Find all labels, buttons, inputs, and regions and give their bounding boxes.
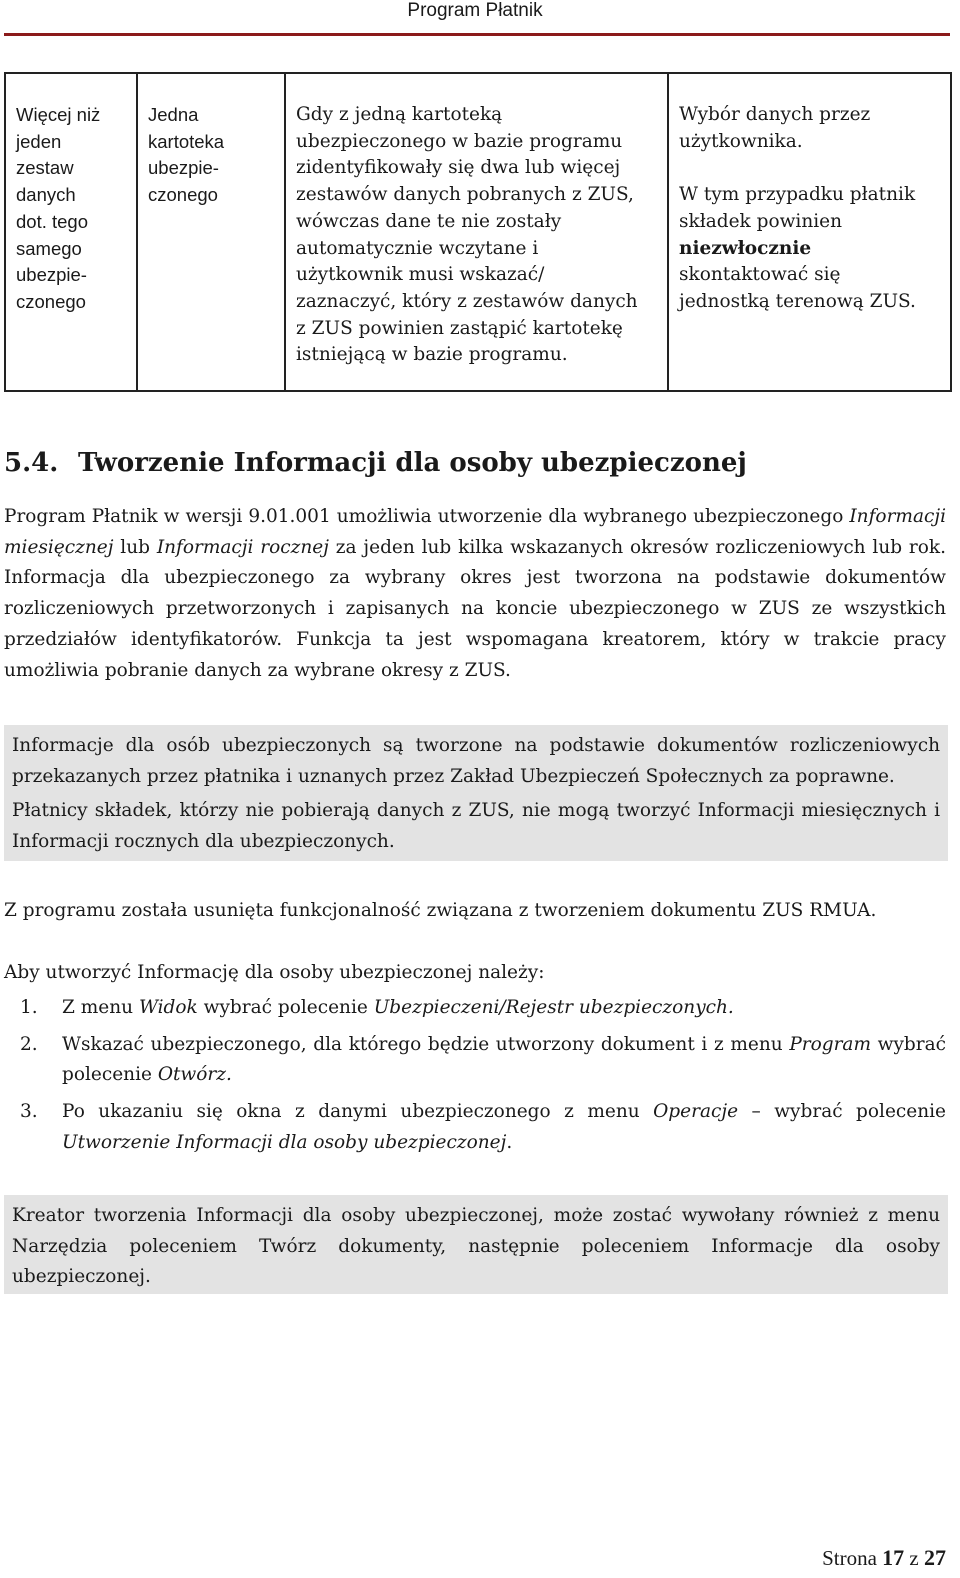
table-cell-description <box>285 73 668 391</box>
table-cell-situation <box>5 73 137 391</box>
cell-line: czonego <box>16 290 86 312</box>
cell-line: istniejącą w bazie programu. <box>296 344 568 366</box>
cell-line: danych <box>16 184 76 206</box>
cell-line: ubezpie- <box>16 264 87 286</box>
text-italic: Ubezpieczeni/Rejestr ubezpieczonych. <box>373 997 734 1018</box>
cell-line: ubezpieczonego w bazie programu <box>296 130 623 152</box>
note-paragraph: Płatnicy składek, którzy nie pobierają danych z ZUS, nie mogą tworzyć Informacji miesięcznych i Informacji rocznych dla ubezpieczonych. <box>12 800 940 853</box>
current-page-number: 17 <box>882 1545 905 1570</box>
note-paragraph: Informacje dla osób ubezpieczonych są tworzone na podstawie dokumentów rozliczeniowych przekazanych przez płatnika i uznanych przez Zakład Ubezpieczeń Społecznych za poprawne. <box>12 735 940 787</box>
intro-paragraph <box>4 502 946 686</box>
text-italic: Informacji miesięcznej <box>4 506 946 558</box>
text-run: wybrać polecenie <box>62 1033 946 1086</box>
table-cell-record <box>137 73 285 391</box>
cell-line: zestaw <box>16 157 74 179</box>
page-footer <box>822 1545 946 1571</box>
text-italic: Otwórz. <box>157 1064 232 1086</box>
table-cell-action <box>668 73 951 391</box>
cell-line: jednostką terenową ZUS. <box>679 290 916 312</box>
cell-line: czonego <box>148 184 218 206</box>
cell-line: użytkownika. <box>679 130 803 152</box>
cell-line: Więcej niż <box>16 104 101 125</box>
page-header-title: Program Płatnik <box>407 0 543 21</box>
cell-line: kartoteka <box>148 130 225 152</box>
cell-line: z ZUS powinien zastąpić kartotekę <box>296 317 623 339</box>
text-run: Z menu <box>62 997 139 1018</box>
text-italic: Widok <box>138 997 198 1018</box>
total-page-count: 27 <box>924 1545 946 1570</box>
cases-table <box>4 72 952 392</box>
step-number: 2. <box>20 1033 38 1055</box>
footer-separator: z <box>909 1546 919 1570</box>
cell-line: dot. tego <box>16 210 89 232</box>
cell-line: wówczas dane te nie zostały <box>296 210 562 232</box>
text-run: Wskazać ubezpieczonego, dla którego będzie utworzony dokument i z menu <box>62 1033 790 1055</box>
text-run: – wybrać polecenie <box>738 1101 946 1123</box>
text-run: Program Płatnik w wersji 9.01.001 umożliwia utworzenie dla wybranego ubezpieczonego <box>4 506 850 527</box>
cell-line: zidentyfikowały się dwa lub więcej <box>296 157 621 179</box>
list-item <box>4 1097 946 1158</box>
section-heading <box>4 446 747 480</box>
text-italic: Utworzenie Informacji dla osoby ubezpieczonej <box>62 1131 507 1153</box>
note-paragraph: Kreator tworzenia Informacji dla osoby ubezpieczonej, może zostać wywołany również z menu Narzędzia poleceniem Twórz dokumenty, następnie poleceniem Informacje dla osoby ubezpieczonej. <box>12 1205 940 1288</box>
list-item <box>4 993 946 1024</box>
cell-line: Gdy z jedną kartoteką <box>296 104 503 125</box>
cell-line: zaznaczyć, który z zestawów danych <box>296 290 638 312</box>
table-row <box>5 73 951 391</box>
step-number: 1. <box>20 997 38 1018</box>
text-italic: Informacji rocznej <box>156 536 329 558</box>
text-italic: Program <box>789 1033 871 1055</box>
removed-feature-note: Z programu została usunięta funkcjonalność związana z tworzeniem dokumentu ZUS RMUA. <box>4 900 877 921</box>
note-box-wizard <box>4 1195 948 1294</box>
text-run: . <box>506 1131 513 1153</box>
text-run: Po ukazaniu się okna z danymi ubezpieczonego z menu <box>62 1101 654 1123</box>
cell-line: zestawów danych pobranych z ZUS, <box>296 184 634 206</box>
cell-line: Jedna <box>148 104 199 125</box>
text-run: za jeden lub kilka wskazanych okresów rozliczeniowych lub rok. Informacja dla ubezpieczonego za wybrany okres jest tworzona na podstawie dokumentów rozliczeniowych przetworzonych i zapisanych na koncie ubezpieczonego w ZUS ze wszystkich przedziałów identyfikatorów. Funkcja ta jest wspomagana kreatorem, który w trakcie pracy umożliwia pobranie danych za wybrane okresy z ZUS. <box>4 536 946 681</box>
steps-list <box>4 993 946 1165</box>
section-title: Tworzenie Informacji dla osoby ubezpieczonej <box>78 448 747 478</box>
cell-line: jeden <box>16 130 62 152</box>
header-divider <box>4 33 950 36</box>
footer-prefix: Strona <box>822 1546 877 1570</box>
cell-line: samego <box>16 237 82 259</box>
section-number: 5.4. <box>4 448 59 478</box>
text-run: lub <box>113 536 157 558</box>
cell-spacer <box>679 155 940 182</box>
cell-line: ubezpie- <box>148 157 219 179</box>
cell-line: Wybór danych przez <box>679 104 871 125</box>
text-italic: Operacje <box>653 1101 739 1123</box>
cell-line: składek powinien <box>679 210 843 232</box>
cell-line: automatycznie wczytane i <box>296 237 539 259</box>
cell-line: użytkownik musi wskazać/ <box>296 264 545 286</box>
cell-emphasis: niezwłocznie <box>679 237 812 259</box>
cell-line: skontaktować się <box>679 264 841 286</box>
list-item <box>4 1030 946 1091</box>
note-box-info <box>4 725 948 861</box>
cell-line: W tym przypadku płatnik <box>679 184 916 206</box>
text-run: wybrać polecenie <box>197 997 374 1018</box>
step-number: 3. <box>20 1101 38 1123</box>
steps-intro: Aby utworzyć Informację dla osoby ubezpieczonej należy: <box>4 962 545 983</box>
